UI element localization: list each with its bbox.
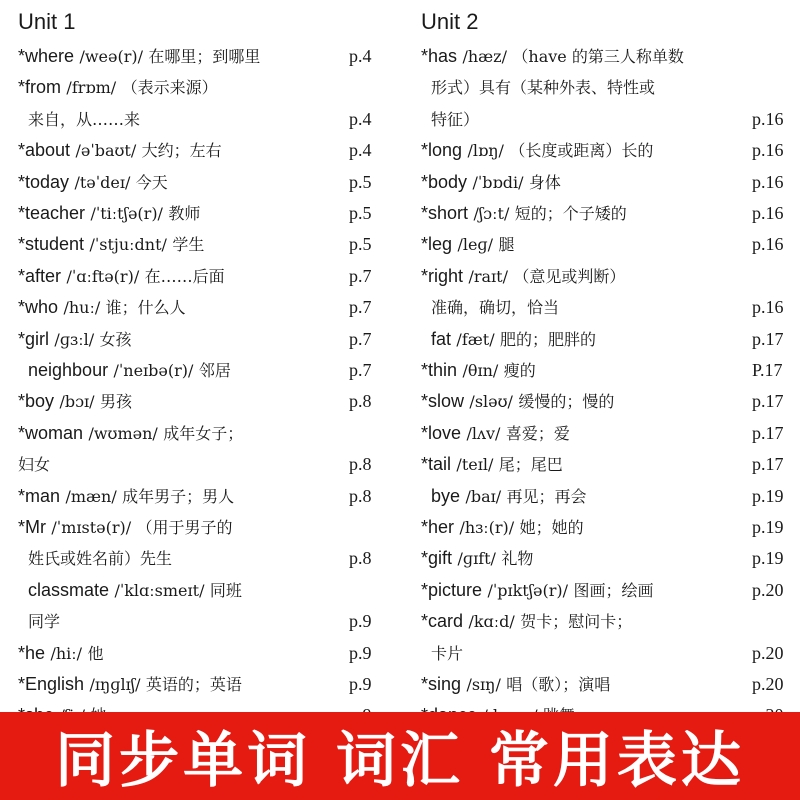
vocab-meaning: 腿 <box>498 235 515 255</box>
vocab-page-ref: p.8 <box>349 454 372 475</box>
vocab-line <box>0 229 400 259</box>
vocab-line <box>400 512 800 542</box>
vocab-word: *tail <box>421 454 452 475</box>
vocab-word: *teacher <box>18 203 86 223</box>
vocab-page-ref: p.20 <box>752 579 784 600</box>
vocab-meaning: 瘦的 <box>503 361 536 380</box>
promo-banner <box>0 712 800 800</box>
vocab-page-ref: p.19 <box>752 548 784 569</box>
vocab-line <box>400 104 800 134</box>
vocab-line <box>0 167 400 197</box>
vocab-word: *about <box>18 140 71 161</box>
vocab-word: *body <box>421 171 468 192</box>
vocab-word: *English <box>18 674 85 694</box>
vocab-phonetic: /bɔɪ/ <box>59 392 95 412</box>
vocab-line <box>400 481 800 511</box>
vocab-meaning: 特征） <box>431 109 480 129</box>
vocab-page-ref: p.7 <box>349 360 372 380</box>
vocab-meaning: 在哪里；到哪里 <box>148 47 261 66</box>
vocab-meaning: 她；她的 <box>519 518 584 537</box>
vocab-line <box>0 481 400 511</box>
vocab-page-ref: p.16 <box>752 171 784 192</box>
vocab-word: *leg <box>421 234 453 255</box>
vocab-meaning: 姓氏或姓名前）先生 <box>28 549 173 569</box>
vocab-page-ref: p.9 <box>349 642 372 663</box>
vocab-line <box>0 418 400 448</box>
vocab-phonetic: /huː/ <box>63 298 101 318</box>
vocab-phonetic: /hiː/ <box>50 643 83 663</box>
vocab-line <box>0 606 400 636</box>
vocab-meaning: 卡片 <box>431 643 464 663</box>
vocab-line <box>0 324 400 354</box>
vocab-page-ref: p.17 <box>752 422 784 443</box>
vocab-page-ref: p.17 <box>752 328 784 349</box>
vocab-word: *card <box>421 611 464 632</box>
vocab-word: *man <box>18 485 61 506</box>
vocab-phonetic: /ˈklɑːsmeɪt/ <box>114 580 205 600</box>
vocab-word: *slow <box>421 391 465 412</box>
vocab-line <box>0 512 400 542</box>
vocab-line <box>0 104 400 134</box>
vocab-page-ref: p.7 <box>349 265 372 286</box>
vocab-meaning: （意见或判断） <box>513 266 626 286</box>
unit-2-title: Unit 2 <box>421 9 479 34</box>
vocab-phonetic: /frɒm/ <box>66 78 117 98</box>
vocab-meaning: 礼物 <box>501 549 534 569</box>
vocab-line <box>0 41 400 71</box>
vocab-phonetic: /leɡ/ <box>457 235 494 255</box>
vocab-phonetic: /mæn/ <box>65 486 117 506</box>
vocab-page-ref: p.5 <box>349 234 372 255</box>
vocab-line <box>400 575 800 605</box>
vocab-page-ref: p.4 <box>349 46 372 66</box>
vocab-line <box>400 449 800 479</box>
vocab-meaning: 贺卡；慰问卡； <box>520 612 633 632</box>
vocab-word: bye <box>431 485 461 506</box>
vocab-word: *her <box>421 517 455 537</box>
vocab-page-ref: p.16 <box>752 108 784 129</box>
vocab-meaning: 谁；什么人 <box>105 298 186 318</box>
vocab-meaning: 形式）具有（某种外表、特性或 <box>431 78 656 98</box>
vocab-meaning: 成年女子； <box>163 423 244 443</box>
vocab-line <box>400 386 800 416</box>
vocab-meaning: 教师 <box>168 204 201 223</box>
vocab-phonetic: /baɪ/ <box>465 486 502 506</box>
vocab-page-ref: p.4 <box>349 108 372 129</box>
vocab-word: *right <box>421 265 464 286</box>
vocab-meaning: 图画；绘画 <box>573 580 654 600</box>
vocab-page-ref: p.7 <box>349 297 372 318</box>
vocab-line <box>400 135 800 165</box>
vocab-meaning: （表示来源） <box>121 78 218 98</box>
vocab-line <box>0 198 400 228</box>
vocab-page-ref: p.8 <box>349 391 372 412</box>
vocab-page-ref: p.20 <box>752 674 784 694</box>
vocab-word: *after <box>18 265 62 286</box>
vocab-phonetic: /əˈbaʊt/ <box>75 141 137 161</box>
vocab-word: *today <box>18 171 70 192</box>
vocab-phonetic: /ɡɜːl/ <box>54 329 95 349</box>
vocab-word: *thin <box>421 360 458 380</box>
vocab-meaning: 同班 <box>209 580 242 600</box>
vocab-line <box>400 418 800 448</box>
vocab-page-ref: p.16 <box>752 203 784 223</box>
vocab-phonetic: /wʊmən/ <box>88 423 158 443</box>
vocab-phonetic: /ˈɑːftə(r)/ <box>66 266 140 286</box>
vocab-page-ref: p.4 <box>349 140 372 161</box>
vocab-page-ref: p.17 <box>752 454 784 475</box>
vocab-meaning: 英语的；英语 <box>145 675 242 694</box>
vocab-meaning: 准确，确切，恰当 <box>431 298 560 318</box>
vocab-page-ref: p.16 <box>752 297 784 318</box>
vocab-word: *Mr <box>18 517 46 537</box>
vocab-meaning: 他 <box>87 643 104 663</box>
vocab-word: *long <box>421 140 463 161</box>
vocab-line <box>400 167 800 197</box>
vocab-meaning: 再见；再会 <box>506 486 587 506</box>
vocab-meaning: 邻居 <box>198 361 231 380</box>
vocab-phonetic: /ˈtiːtʃə(r)/ <box>90 204 163 223</box>
vocab-line <box>400 355 800 385</box>
vocab-meaning: 肥的；肥胖的 <box>500 329 597 349</box>
vocab-page-ref: p.7 <box>349 328 372 349</box>
banner-text: 同步单词 词汇 常用表达 <box>55 726 745 796</box>
vocab-phonetic: /teɪl/ <box>456 455 494 475</box>
vocab-page-ref: p.20 <box>752 642 784 663</box>
vocab-line <box>0 72 400 102</box>
vocab-meaning: 来自，从……来 <box>28 109 141 129</box>
vocab-line <box>400 669 800 699</box>
vocab-meaning: 今天 <box>135 172 168 192</box>
vocab-page-ref: p.16 <box>752 140 784 161</box>
vocab-meaning: 缓慢的；慢的 <box>518 392 615 412</box>
vocab-line <box>0 638 400 668</box>
vocab-line <box>0 135 400 165</box>
vocab-phonetic: /lɒŋ/ <box>467 141 504 161</box>
vocab-phonetic: /ˈstjuːdnt/ <box>89 235 167 255</box>
vocab-word: *from <box>18 77 62 98</box>
vocab-page-ref: p.5 <box>349 203 372 223</box>
vocab-line <box>0 543 400 573</box>
vocab-meaning: （用于男子的 <box>136 518 233 537</box>
vocab-line <box>0 575 400 605</box>
vocab-word: *love <box>421 422 462 443</box>
vocab-page-ref: P.17 <box>752 360 783 380</box>
vocab-meaning: 同学 <box>28 612 61 632</box>
vocab-line <box>400 41 800 71</box>
vocab-word: *student <box>18 234 85 255</box>
vocab-meaning: 唱（歌）；演唱 <box>506 675 611 694</box>
vocab-meaning: 短的；个子矮的 <box>514 204 627 223</box>
vocab-word: fat <box>431 328 452 349</box>
vocab-meaning: 喜爱；爱 <box>505 423 570 443</box>
vocab-phonetic: /ˈpɪktʃə(r)/ <box>487 580 569 600</box>
vocab-word: *where <box>18 46 75 66</box>
vocab-line <box>400 543 800 573</box>
vocab-word: *short <box>421 203 469 223</box>
vocab-line <box>0 669 400 699</box>
vocab-line <box>400 606 800 636</box>
vocab-line <box>400 261 800 291</box>
vocab-meaning: （长度或距离）长的 <box>509 141 654 161</box>
vocab-phonetic: /raɪt/ <box>468 266 508 286</box>
vocab-page-ref: p.19 <box>752 517 784 537</box>
vocab-phonetic: /ʃɔːt/ <box>473 204 510 223</box>
vocab-page-ref: p.9 <box>349 611 372 632</box>
vocab-line <box>400 324 800 354</box>
vocab-line <box>400 229 800 259</box>
vocab-phonetic: /ˈmɪstə(r)/ <box>51 518 132 537</box>
vocab-phonetic: /hæz/ <box>462 47 507 66</box>
vocab-page-ref: p.5 <box>349 171 372 192</box>
vocab-word: *has <box>421 46 458 66</box>
vocab-line <box>400 638 800 668</box>
vocab-phonetic: /kɑːd/ <box>468 612 515 632</box>
vocab-word: *gift <box>421 548 453 569</box>
vocab-word: *woman <box>18 422 84 443</box>
vocab-phonetic: /ˈbɒdi/ <box>472 172 524 192</box>
vocab-meaning: 身体 <box>528 172 561 192</box>
vocab-phonetic: /sɪŋ/ <box>466 675 501 694</box>
vocab-line <box>0 355 400 385</box>
vocab-phonetic: /ɪŋɡlɪʃ/ <box>89 675 141 694</box>
vocab-page-ref: p.8 <box>349 548 372 569</box>
vocab-line <box>0 261 400 291</box>
vocab-line <box>0 449 400 479</box>
vocab-page-ref: p.19 <box>752 485 784 506</box>
vocab-meaning: 女孩 <box>99 329 132 349</box>
vocab-phonetic: /ɡɪft/ <box>457 549 496 569</box>
vocab-line <box>400 72 800 102</box>
vocab-page-ref: p.17 <box>752 391 784 412</box>
vocab-page-ref: p.8 <box>349 485 372 506</box>
vocab-meaning: 学生 <box>172 235 205 255</box>
vocab-meaning: 在……后面 <box>144 266 225 286</box>
vocab-word: *boy <box>18 391 55 412</box>
vocab-phonetic: /təˈdeɪ/ <box>74 172 131 192</box>
vocab-word: neighbour <box>28 360 109 380</box>
vocab-word: *he <box>18 642 46 663</box>
vocab-page-ref: p.16 <box>752 234 784 255</box>
vocab-meaning: 男孩 <box>99 392 132 412</box>
vocab-phonetic: /sləʊ/ <box>469 392 513 412</box>
vocab-word: *sing <box>421 674 462 694</box>
vocab-word: classmate <box>28 579 110 600</box>
vocab-word: *who <box>18 297 59 318</box>
vocab-line <box>400 292 800 322</box>
vocab-meaning: 尾；尾巴 <box>498 455 563 475</box>
unit-1-title: Unit 1 <box>18 9 76 34</box>
vocab-meaning: （have 的第三人称单数 <box>512 47 684 66</box>
vocab-phonetic: /hɜː(r)/ <box>459 518 515 537</box>
vocab-word: *picture <box>421 579 483 600</box>
vocab-word: *girl <box>18 328 50 349</box>
vocab-meaning: 成年男子；男人 <box>122 486 235 506</box>
vocab-phonetic: /ˈneɪbə(r)/ <box>113 361 194 380</box>
vocab-line <box>0 386 400 416</box>
vocab-meaning: 妇女 <box>18 455 51 475</box>
vocab-line <box>400 198 800 228</box>
vocab-phonetic: /fæt/ <box>456 329 495 349</box>
vocab-meaning: 大约；左右 <box>141 141 222 161</box>
vocab-phonetic: /θɪn/ <box>462 361 499 380</box>
vocab-phonetic: /lʌv/ <box>466 423 501 443</box>
vocab-phonetic: /weə(r)/ <box>79 47 143 66</box>
vocab-line <box>0 292 400 322</box>
vocab-page-ref: p.9 <box>349 674 372 694</box>
